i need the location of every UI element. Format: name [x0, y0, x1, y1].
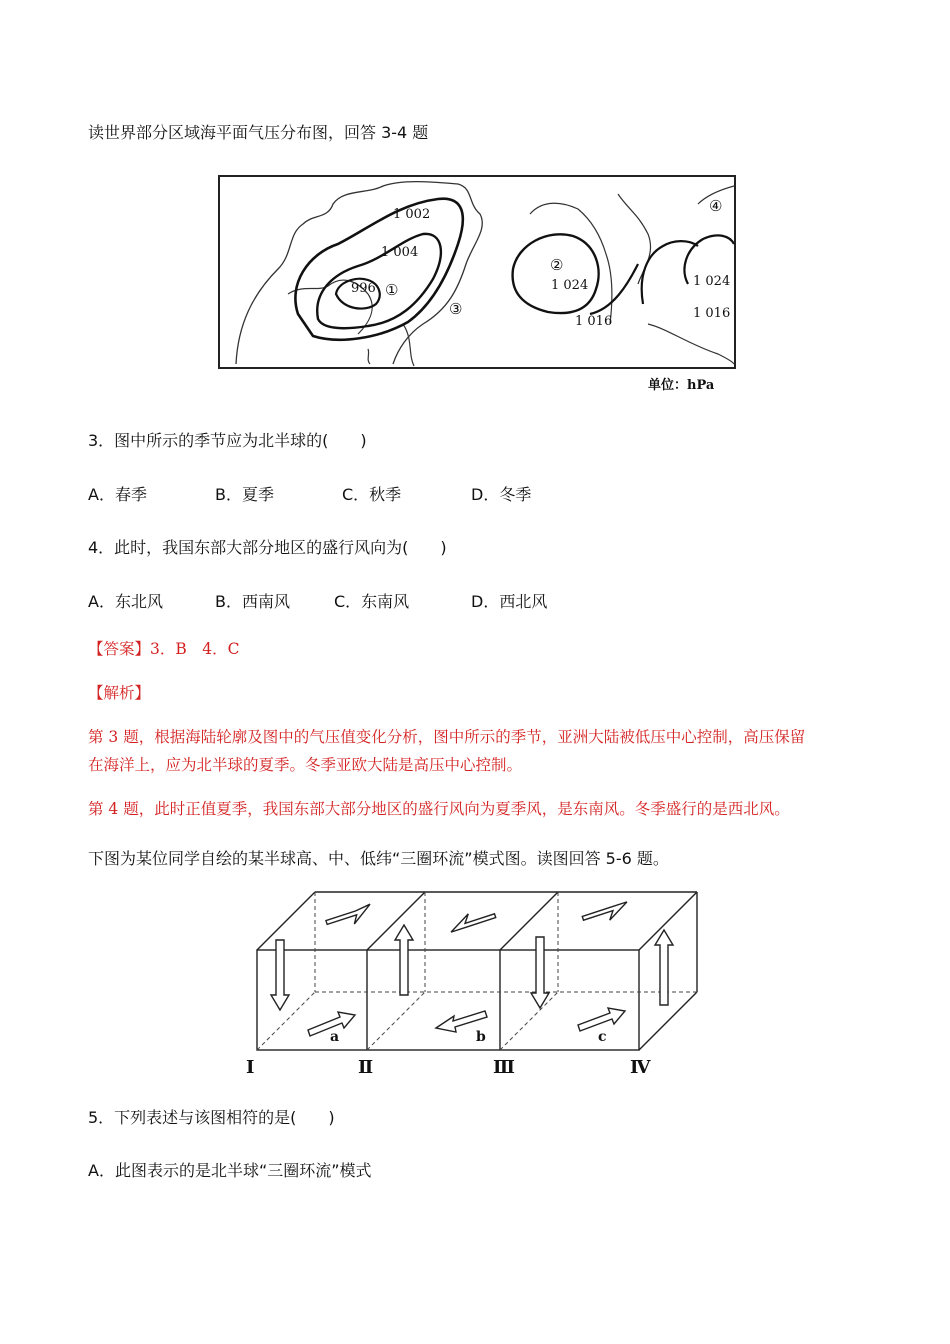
- cell-label-a: a: [330, 1029, 340, 1045]
- q5-stem: 5．下列表述与该图相符的是( ): [88, 1108, 335, 1127]
- isobar-label-1016-atlantic: 1 016: [693, 306, 731, 321]
- intro-text-1: 读世界部分区域海平面气压分布图，回答 3-4 题: [88, 123, 429, 142]
- arrow-top-2: [447, 906, 495, 932]
- latitude-label-1: Ⅰ: [246, 1057, 255, 1078]
- isobar-label-1002: 1 002: [393, 207, 431, 222]
- answer-line: 【答案】3．B 4．C: [88, 640, 240, 658]
- cell-label-b: b: [476, 1029, 486, 1045]
- arrow-up-4: [655, 930, 673, 1005]
- isobar-label-1024-atlantic: 1 024: [693, 274, 731, 289]
- latitude-label-3: Ⅲ: [493, 1057, 515, 1078]
- marker-3: ③: [449, 300, 463, 318]
- cell-label-c: c: [598, 1029, 607, 1045]
- q4-option-c: C．东南风: [334, 592, 410, 611]
- arrow-top-1: [325, 904, 374, 932]
- pressure-map: [218, 174, 738, 396]
- q4-option-a: A．东北风: [88, 592, 163, 611]
- marker-2: ②: [550, 256, 564, 274]
- marker-4: ④: [709, 197, 723, 215]
- q3-stem: 3．图中所示的季节应为北半球的( ): [88, 431, 367, 450]
- q4-option-d: D．西北风: [471, 592, 548, 611]
- isobar-label-996: 996: [351, 281, 376, 296]
- intro-text-2: 下图为某位同学自绘的某半球高、中、低纬“三圈环流”模式图。读图回答 5-6 题。: [88, 849, 669, 868]
- q3-option-d: D．冬季: [471, 485, 532, 504]
- q3-option-c: C．秋季: [342, 485, 402, 504]
- arrow-bottom-c: [578, 1008, 625, 1031]
- q3-option-a: A．春季: [88, 485, 147, 504]
- analysis-p1-line1: 第 3 题，根据海陆轮廓及图中的气压值变化分析，图中所示的季节，亚洲大陆被低压中心控制，高压保留: [88, 728, 806, 746]
- analysis-p2: 第 4 题，此时正值夏季，我国东部大部分地区的盛行风向为夏季风，是东南风。冬季盛行的是西北风。: [88, 800, 790, 818]
- latitude-label-4: Ⅳ: [630, 1057, 651, 1078]
- q4-stem: 4．此时，我国东部大部分地区的盛行风向为( ): [88, 538, 447, 557]
- map-unit-label: 单位：hPa: [648, 378, 715, 393]
- marker-1: ①: [385, 281, 399, 299]
- arrow-down-3: [531, 937, 549, 1008]
- q4-option-b: B．西南风: [215, 592, 290, 611]
- circulation-figure: [240, 885, 700, 1089]
- isobar-label-1004: 1 004: [381, 245, 419, 260]
- analysis-p1-line2: 在海洋上，应为北半球的夏季。冬季亚欧大陆是高压中心控制。: [88, 756, 523, 774]
- isobar-label-1024-pacific: 1 024: [551, 278, 589, 293]
- q3-option-b: B．夏季: [215, 485, 274, 504]
- isobar-label-1016-pacific: 1 016: [575, 314, 613, 329]
- arrow-top-3: [582, 902, 630, 928]
- map-frame: [219, 176, 735, 368]
- circulation-diagram: [240, 885, 700, 1085]
- analysis-label: 【解析】: [88, 684, 151, 702]
- pressure-map-figure: [218, 174, 738, 400]
- q5-option-a: A．此图表示的是北半球“三圈环流”模式: [88, 1161, 372, 1180]
- arrow-up-2: [395, 925, 413, 995]
- latitude-label-2: Ⅱ: [358, 1057, 374, 1078]
